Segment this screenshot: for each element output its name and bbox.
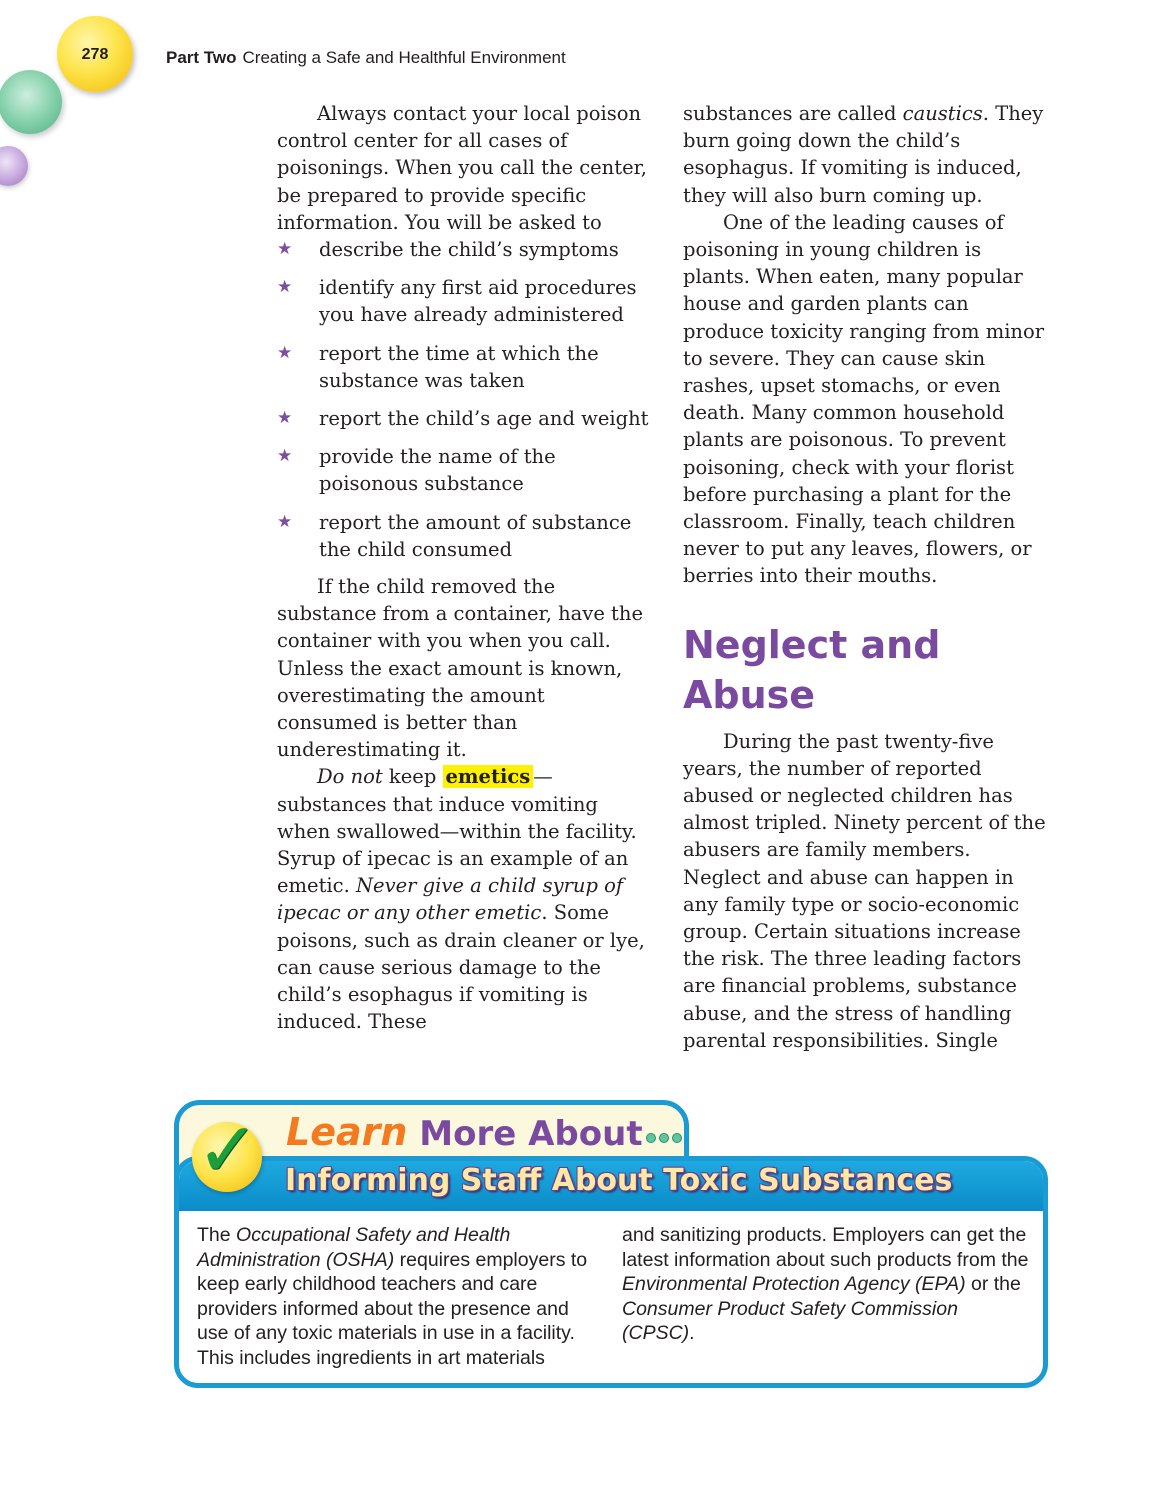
section-heading: Neglect and Abuse <box>683 622 941 717</box>
star-icon: ★ <box>277 342 293 363</box>
star-icon: ★ <box>277 277 293 298</box>
plants-paragraph: One of the leading causes of poisoning in young children is plants. When eaten, many popular house and garden plants can produce toxicity ranging from minor to severe. They can cause skin rashes, upset stomachs, or even death. Many common household plants are poisonous. To prevent poisoning, check with your florist before purchasing a plant for the classroom. Finally, teach children never to put any leaves, flowers, or berries into their mouths. <box>683 210 1045 588</box>
intro-paragraph: Always contact your local poison control center for all cases of poisonings. When you call the center, be prepared to provide specific information. You will be asked to <box>277 102 647 234</box>
learn-more-text-col-1: The Occupational Safety and Health Administration (OSHA) requires employers to keep early childhood teachers and care providers informed about the presence and use of any toxic materials in use in a facility. This includes ingredients in art materials <box>197 1224 588 1369</box>
emetics-paragraph: Do not keep emetics —substances that induce vomiting when swallowed—within the facility. Syrup of ipecac is an example of an emetic. Never give a child syrup of ipecac or any other emetic. Some poisons, such as drain cleaner or lye, can cause serious damage to the child’s esophagus if vomiting is induced. These <box>277 765 645 1034</box>
star-icon: ★ <box>277 446 293 467</box>
decorative-purple-circle <box>0 146 28 186</box>
glossary-term-emetics: emetics <box>443 765 534 788</box>
left-column <box>277 100 649 1036</box>
right-column <box>683 100 1051 1054</box>
part-label: Part Two <box>166 48 237 67</box>
list-item: ★ provide the name of the poisonous substance <box>277 445 556 496</box>
container-paragraph: If the child removed the substance from a container, have the container with you when you call. Unless the exact amount is known, overestimating the amount consumed is better than underestimating it. <box>277 575 643 762</box>
caustics-paragraph: substances are called caustics. They burn going down the child’s esophagus. If vomiting is induced, they will also burn coming up. <box>683 102 1044 207</box>
list-item: ★ report the amount of substance the child consumed <box>277 510 632 561</box>
checkmark-icon: ✓ <box>192 1122 262 1192</box>
learn-more-title: Learn More About <box>286 1110 685 1156</box>
learn-more-text-col-2: and sanitizing products. Employers can get the latest information about such products from the Environmental Protection Agency (EPA) or the Consumer Product Safety Commission (CPSC). <box>622 1224 1029 1345</box>
learn-more-subtitle: Informing Staff About Toxic Substances <box>285 1163 953 1198</box>
list-item: ★ identify any first aid procedures you have already administered <box>277 276 637 327</box>
neglect-paragraph: During the past twenty-five years, the number of reported abused or neglected children has almost tripled. Ninety percent of the abusers are family members. Neglect and abuse can happen in any family type or socio-economic group. Certain situations increase the risk. The three leading factors are financial problems, substance abuse, and the stress of handling parental responsibilities. Single <box>683 729 1046 1052</box>
star-icon: ★ <box>277 511 293 532</box>
running-head <box>166 48 566 68</box>
list-item: ★ report the child’s age and weight <box>277 405 649 432</box>
star-icon: ★ <box>277 239 293 260</box>
part-title: Creating a Safe and Healthful Environment <box>242 48 566 67</box>
list-item: ★ describe the child’s symptoms <box>277 236 649 263</box>
caller-checklist <box>277 236 649 563</box>
ellipsis-dots-icon <box>646 1112 685 1156</box>
decorative-green-circle <box>0 70 62 134</box>
list-item: ★ report the time at which the substance was taken <box>277 341 599 392</box>
page-number: 278 <box>81 46 109 63</box>
star-icon: ★ <box>277 408 293 429</box>
